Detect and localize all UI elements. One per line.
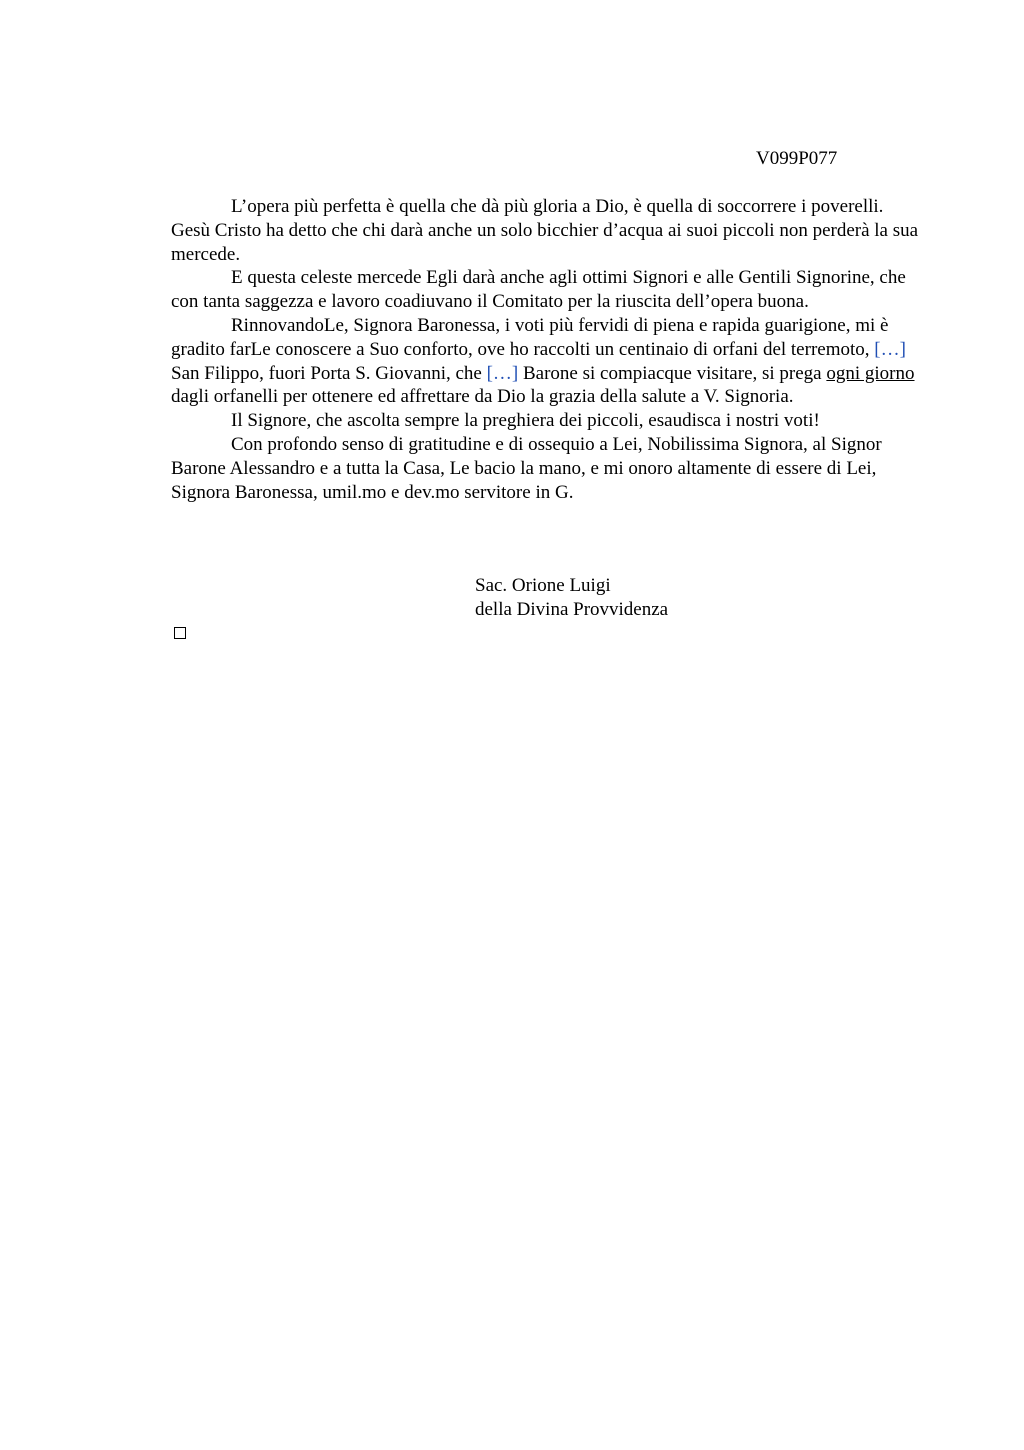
paragraph xyxy=(171,266,923,314)
signature-name: Sac. Orione Luigi xyxy=(475,575,611,596)
paragraph-text: Il Signore, che ascolta sempre la preghiera dei piccoli, esaudisca i nostri voti! xyxy=(231,410,820,432)
paragraph xyxy=(171,433,923,504)
paragraph-text: RinnovandoLe, Signora Baronessa, i voti più fervidi di piena e rapida guarigione, mi è gradito farLe conoscere a Suo conforto, ove ho raccolti un centinaio di orfani del terremoto, xyxy=(171,314,889,360)
paragraph-text: Barone si compiacque visitare, si prega xyxy=(518,362,827,384)
paragraph-text: L’opera più perfetta è quella che dà più gloria a Dio, è quella di soccorrere i poverelli. Gesù Cristo ha detto che chi darà anche un solo bicchier d’acqua ai suoi piccoli non perderà la sua mercede. xyxy=(171,196,919,265)
document-reference-code: V099P077 xyxy=(756,148,838,169)
paragraph-text: Con profondo senso di gratitudine e di ossequio a Lei, Nobilissima Signora, al Signor Barone Alessandro e a tutta la Casa, Le bacio la mano, e mi onoro altamente di essere di Lei, Signora Baronessa, umil.mo e dev.mo servitore in G. xyxy=(171,433,882,503)
signature-affiliation: della Divina Provvidenza xyxy=(475,599,669,620)
paragraph-text: dagli orfanelli per ottenere ed affrettare da Dio la grazia della salute a V. Signoria. xyxy=(171,386,794,408)
omission-marker: […] xyxy=(486,362,519,384)
paragraph-text: E questa celeste mercede Egli darà anche agli ottimi Signori e alle Gentili Signorine, che con tanta saggezza e lavoro coadiuvano il Comitato per la riuscita dell’opera buona. xyxy=(171,267,906,313)
underlined-phrase: ogni giorno xyxy=(826,362,915,384)
letter-body xyxy=(171,195,923,504)
paragraph xyxy=(171,314,923,409)
checkbox-square-icon xyxy=(174,627,186,639)
paragraph xyxy=(171,195,923,266)
omission-marker: […] xyxy=(874,338,906,360)
paragraph-text: San Filippo, fuori Porta S. Giovanni, che xyxy=(171,362,487,384)
paragraph xyxy=(171,409,923,433)
signature-block xyxy=(475,574,668,622)
